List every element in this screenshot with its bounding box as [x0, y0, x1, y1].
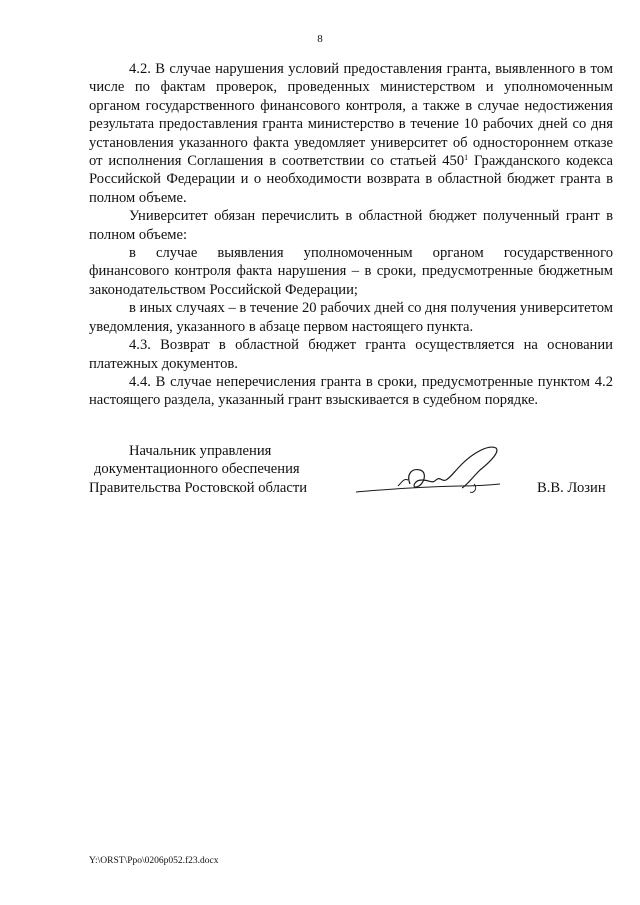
handwritten-signature — [350, 440, 510, 510]
article-superscript: 1 — [464, 153, 469, 163]
document-body — [89, 60, 613, 410]
footer-file-path: Y:\ORST\Ppo\0206p052.f23.docx — [89, 856, 219, 866]
paragraph-4-4: 4.4. В случае неперечисления гранта в сроки, предусмотренные пунктом 4.2 настоящего раздела, указанный грант взыскивается в судебном порядке. — [89, 373, 613, 409]
paragraph-4-2 — [89, 60, 613, 207]
paragraph-case-control: в случае выявления уполномоченным органом государственного финансового контроля факта нарушения – в сроки, предусмотренные бюджетным законодательством Российской Федерации; — [89, 245, 613, 298]
signatory-title-line: документационного обеспечения — [94, 461, 300, 478]
signatory-title — [89, 442, 329, 497]
signatory-title-line: Начальник управления — [129, 443, 272, 459]
paragraph-university-obliged: Университет обязан перечислить в областной бюджет полученный грант в полном объеме: — [89, 208, 613, 243]
paragraph-4-3: 4.3. Возврат в областной бюджет гранта осуществляется на основании платежных документов. — [89, 337, 613, 372]
page-number: 8 — [317, 33, 323, 45]
paragraph-case-other: в иных случаях – в течение 20 рабочих дней со дня получения университетом уведомления, указанного в абзаце первом настоящего пункта. — [89, 300, 613, 335]
paragraph-4-2-text: 4.2. В случае нарушения условий предоставления гранта, выявленного в том числе по фактам проверок, проведенных министерством и уполномоченным органом государственного финансового контроля, а также в случае недостижения результата предоставления гранта министерство в течение 10 рабочих дней со дня установления указанного факта уведомляет университет об одностороннем отказе от исполнения Соглашения в соответствии со статьей 450 — [89, 61, 613, 170]
paragraph-4-2-text-end: Гражданского кодекса Российской Федерации и о необходимости возврата в областной бюджет гранта в полном объеме. — [89, 153, 613, 206]
signatory-name: В.В. Лозин — [537, 480, 606, 496]
signatory-title-line: Правительства Ростовской области — [89, 479, 308, 496]
